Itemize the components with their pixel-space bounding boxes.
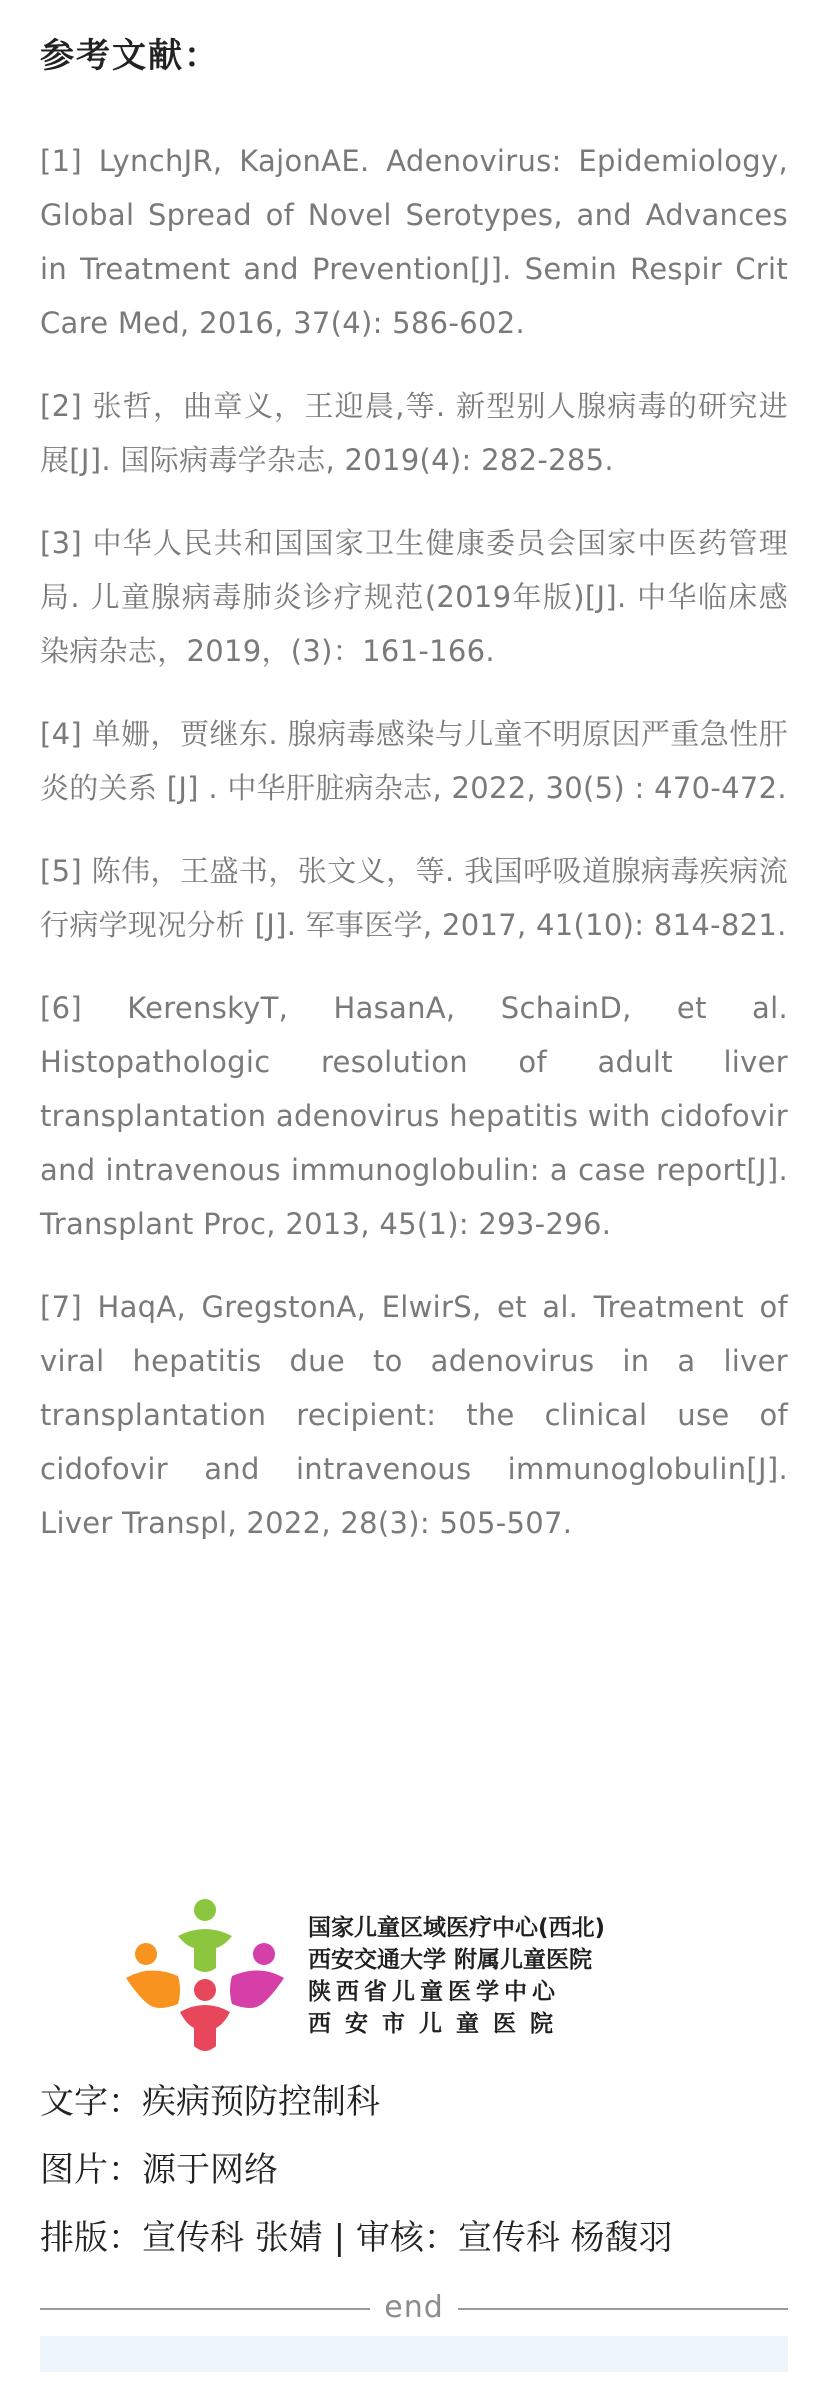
credits-block: [40, 2068, 788, 2272]
credit-text-author: 文字：疾病预防控制科: [40, 2082, 380, 2122]
logo-line-provincial-center: 陕西省儿童医学中心: [308, 1979, 560, 2005]
logo-magenta-head: [253, 1943, 275, 1965]
reference-list: [40, 134, 788, 1568]
bottom-band: [40, 2336, 788, 2372]
reference-item: [3] 中华人民共和国国家卫生健康委员会国家中医药管理局. 儿童腺病毒肺炎诊疗规范(2019年版)[J]. 中华临床感染病杂志，2019，(3)：161-166.: [40, 526, 788, 668]
children-figures-logo-icon: [120, 1896, 290, 2056]
logo-orange-body: [126, 1970, 180, 2008]
logo-green-head: [194, 1899, 216, 1921]
end-divider: [40, 2288, 788, 2328]
reference-item: [1] LynchJR, KajonAE. Adenovirus: Epidemiology, Global Spread of Novel Serotypes, and Advances in Treatment and Prevention[J]. Semin Respir Crit Care Med, 2016, 37(4): 586-602.: [40, 144, 788, 340]
logo-orange-head: [135, 1943, 157, 1965]
end-label: end: [384, 2290, 444, 2325]
reference-item: [2] 张哲，曲章义，王迎晨,等. 新型别人腺病毒的研究进展[J]. 国际病毒学杂志, 2019(4): 282-285.: [40, 389, 788, 477]
logo-line-city-hospital: 西安市儿童医院: [308, 2011, 567, 2037]
reference-item: [5] 陈伟，王盛书，张文义，等. 我国呼吸道腺病毒疾病流行病学现况分析 [J]. 军事医学, 2017, 41(10): 814-821.: [40, 854, 788, 942]
end-divider-left-line: [40, 2308, 370, 2310]
logo-line-university-hospital: 西安交通大学 附属儿童医院: [308, 1947, 593, 1973]
logo-green-body: [178, 1929, 232, 1972]
end-divider-right-line: [458, 2308, 788, 2310]
logo-text-block: [308, 1912, 608, 2040]
logo-magenta-body: [230, 1970, 284, 2008]
logo-line-national-center: 国家儿童区域医疗中心(西北): [308, 1915, 606, 1941]
credit-layout-review: 排版：宣传科 张婧 | 审核：宣传科 杨馥羽: [40, 2218, 673, 2258]
reference-item: [6] KerenskyT, HasanA, SchainD, et al. Histopathologic resolution of adult liver transplantation adenovirus hepatitis with cidofovir and intravenous immunoglobulin: a case report[J]. Transplant Proc, 2013, 45(1): 293-296.: [40, 991, 788, 1241]
logo-red-head: [194, 1979, 216, 2001]
logo-red-body: [180, 2005, 230, 2051]
reference-item: [4] 单姗，贾继东. 腺病毒感染与儿童不明原因严重急性肝炎的关系 [J] . 中华肝脏病杂志, 2022, 30(5) : 470-472.: [40, 717, 788, 805]
references-heading: 参考文献：: [40, 36, 220, 76]
credit-image-source: 图片：源于网络: [40, 2150, 278, 2190]
reference-item: [7] HaqA, GregstonA, ElwirS, et al. Treatment of viral hepatitis due to adenovirus in a liver transplantation recipient: the clinical use of cidofovir and intravenous immunoglobulin[J]. Liver Transpl, 2022, 28(3): 505-507.: [40, 1290, 788, 1540]
hospital-logo: [120, 1896, 610, 2056]
